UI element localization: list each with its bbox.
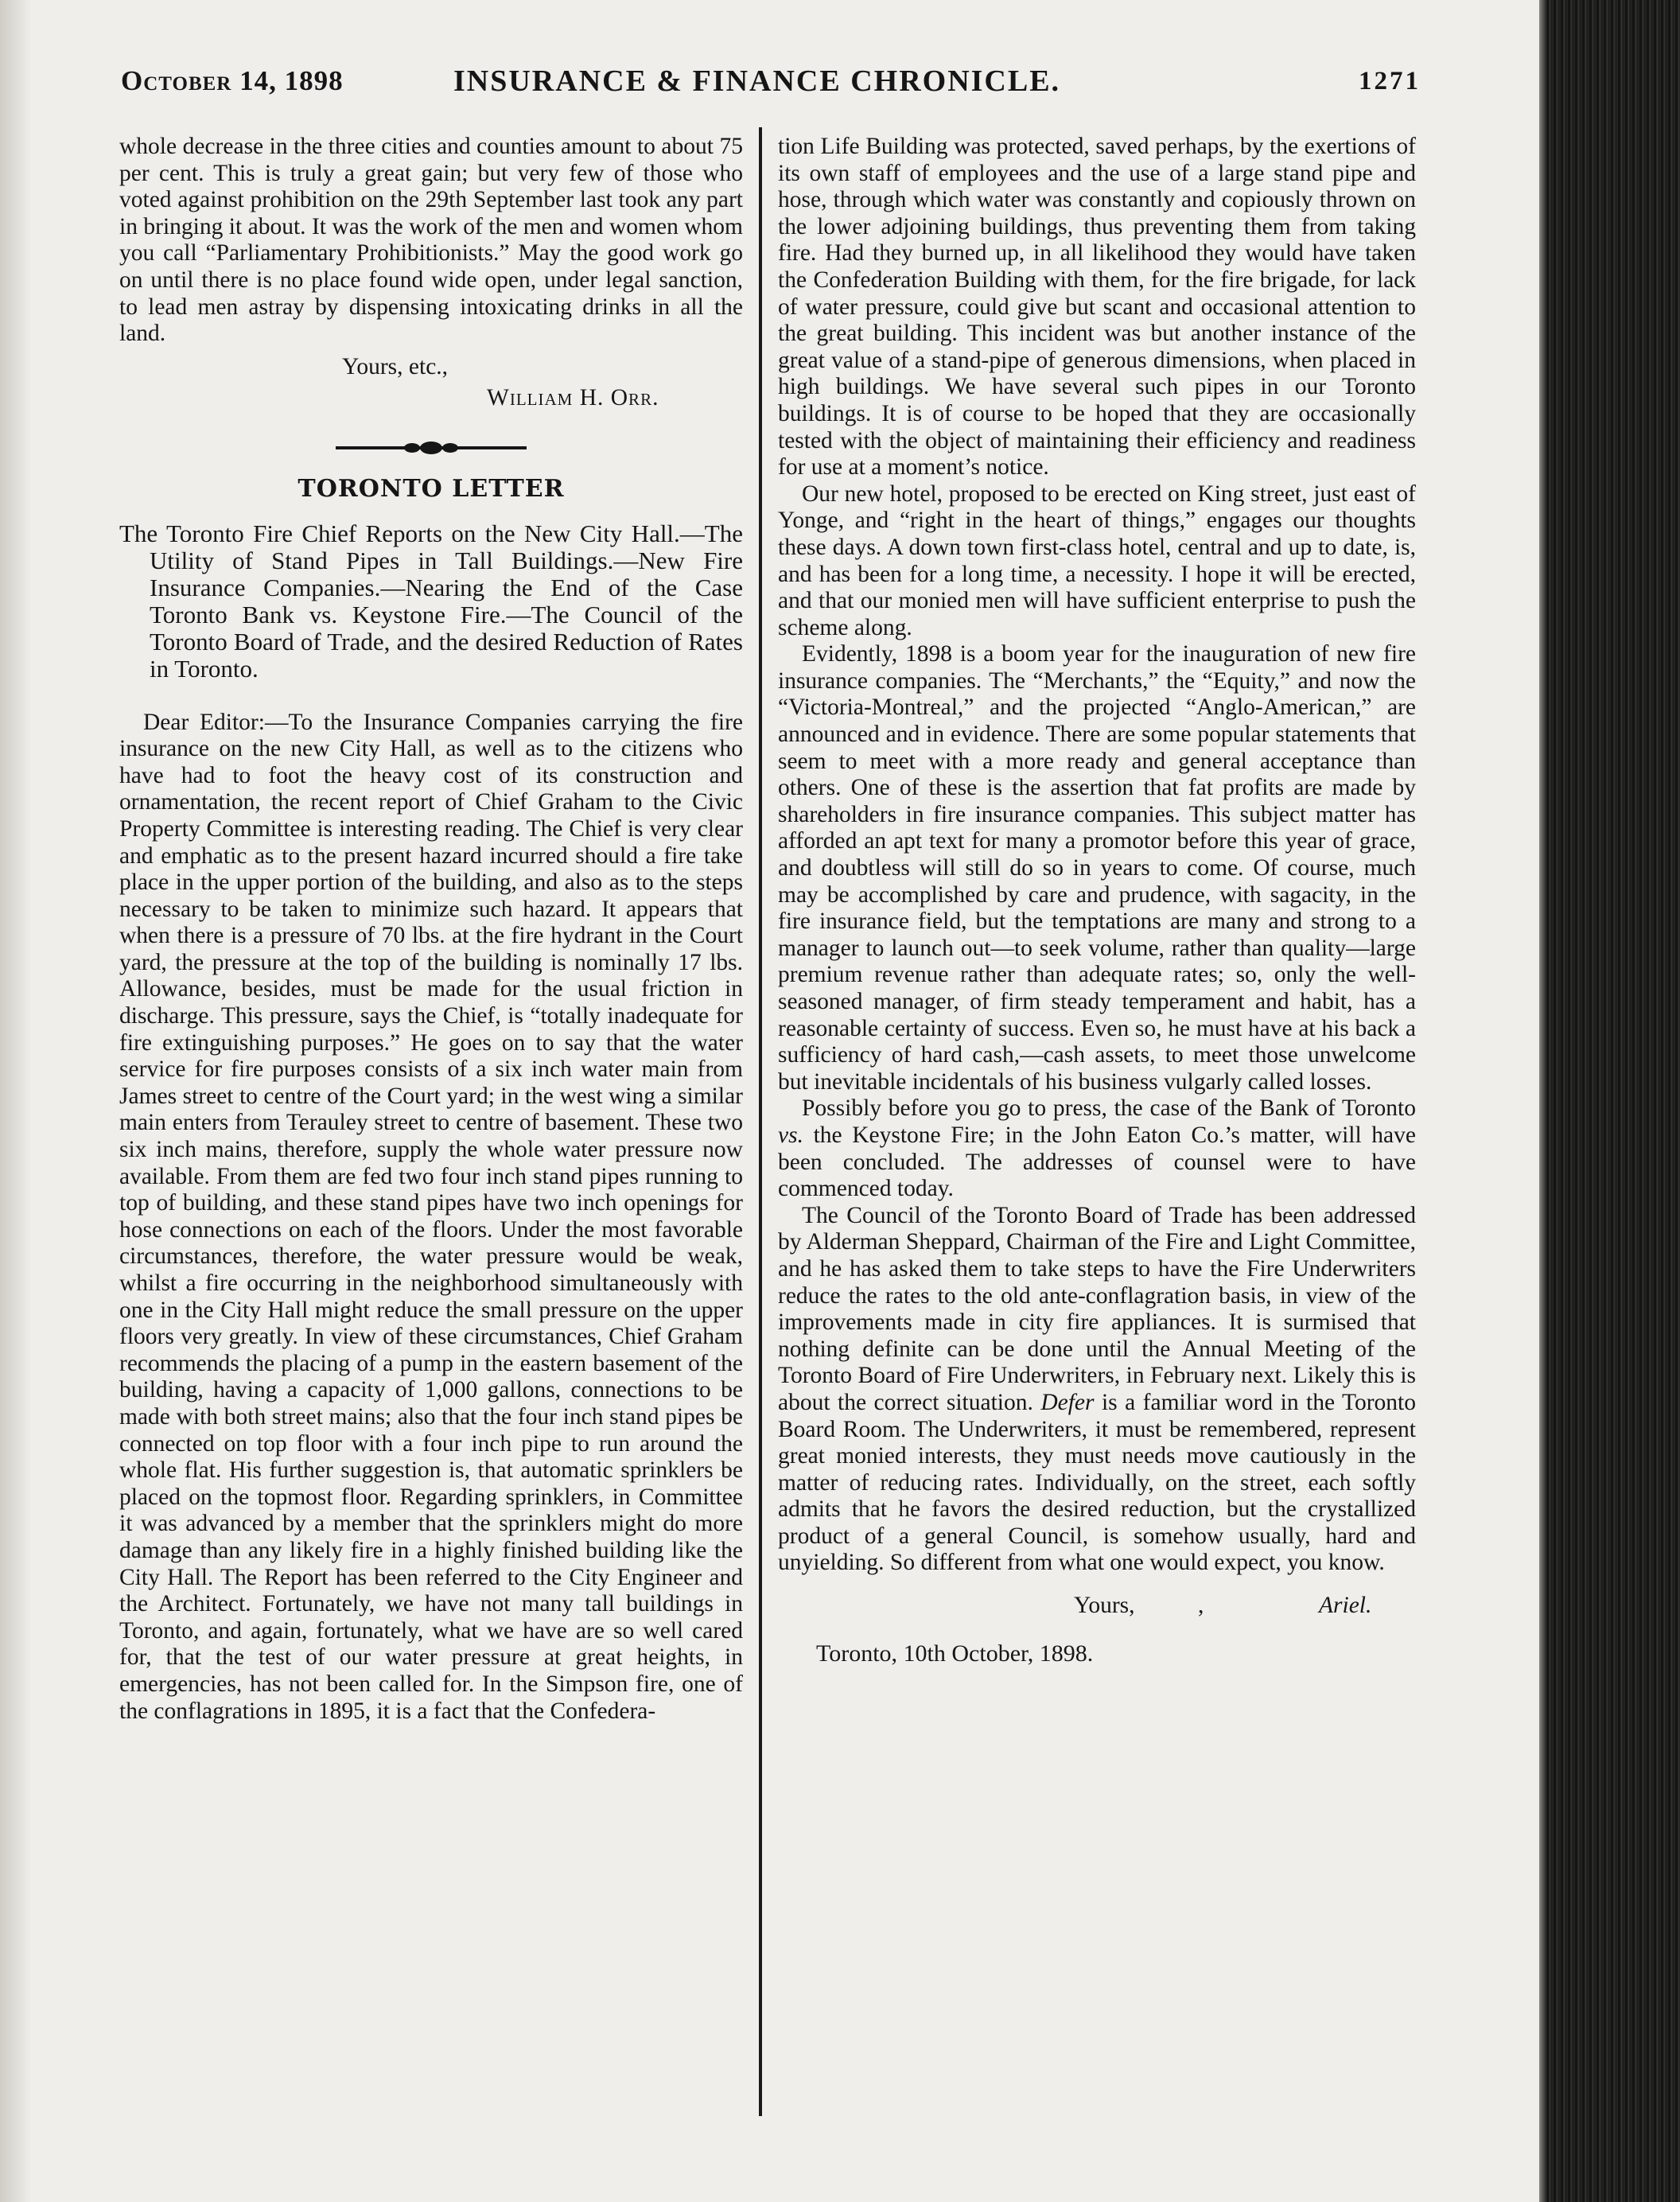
paragraph-new-companies: Evidently, 1898 is a boom year for the inauguration of new fire insurance companies. The “Merchants,” the “Equity,” and now the “Victoria-Montreal,” and the projected “Anglo-American,” are announced and in evidence. There are some popular statements that seem to meet with a more ready and general acceptance than others. One of these is the assertion that fat profits are made by shareholders in fire insurance companies. This subject matter has afforded an apt text for many a promotor before this year of grace, and doubtless will still do so in years to come. Of course, much may be accomplished by care and prudence, with sagacity, in the fire insurance field, but the temptations are many and strong to a manager to launch out—to seek volume, rather than quality—large premium revenue rather than adequate rates; so, only the well-seasoned manager, of firm steady temperament and habit, has a reasonable certainty of success. Even so, he must have at his back a sufficiency of hard cash,—cash assets, to meet those unwelcome but inevitable incidentals of his business vulgarly called losses.: [778, 641, 1416, 1095]
closing-signature: Ariel.: [1319, 1593, 1372, 1619]
page-edge-shadow: [0, 0, 32, 2202]
closing-line: [778, 1593, 1416, 1624]
signoff-yours: Yours, etc.,: [342, 353, 449, 379]
article-synopsis: The Toronto Fire Chief Reports on the New City Hall.—The Utility of Stand Pipes in Tall Buildings.—New Fire Insurance Companies.—Nearing the End of the Case Toronto Bank vs. Keystone Fire.—The Council of the Toronto Board of Trade, and the desired Reduction of Rates in Toronto.: [119, 519, 743, 683]
versus-italic: vs.: [778, 1122, 803, 1148]
text-run: Possibly before you go to press, the case of the Bank of Toronto: [802, 1095, 1416, 1122]
section-divider-ornament: [119, 438, 743, 457]
text-run: is a familiar word in the Toronto Board Room. The Underwriters, it must be remembered, represent great monied interests, they must needs move cautiously in the matter of reducing rates. Individually, on the street, each softly admits that he favors the desired reduction, but the crystallized product of a general Council, is somehow usually, hard and unyielding. So different from what one would expect, you know.: [778, 1389, 1416, 1576]
header-title: INSURANCE & FINANCE CHRONICLE.: [453, 64, 1061, 98]
right-column: [778, 134, 1416, 1667]
left-column: [119, 134, 743, 1725]
closing-yours: Yours,: [1074, 1593, 1135, 1619]
letter-paragraph: Dear Editor:—To the Insurance Companies carrying the fire insurance on the new City Hall, as well as to the citizens who have had to foot the heavy cost of its construction and ornamentation, the recent report of Chief Graham to the Civic Property Committee is interesting reading. The Chief is very clear and emphatic as to the present hazard incurred should a fire take place in the upper portion of the building, and also as to the steps necessary to be taken to minimize such hazard. It appears that when there is a pressure of 70 lbs. at the fire hydrant in the Court yard, the pressure at the top of the building is nominally 17 lbs. Allowance, besides, must be made for the usual friction in discharge. This pressure, says the Chief, is “totally inadequate for fire extinguishing purposes.” He goes on to say that the water service for fire purposes consists of a six inch water main from James street to centre of the Court yard; in the west wing a similar main enters from Terauley street to centre of basement. These two six inch mains, therefore, supply the whole water pressure now available. From them are fed two four inch stand pipes running to top of building, and these stand pipes have two inch openings for hose connections on each of the floors. Under the most favorable circumstances, therefore, the water pressure would be weak, whilst a fire occurring in the neighborhood simultaneously with one in the City Hall might reduce the small pressure on the upper floors very greatly. In view of these circumstances, Chief Graham recommends the placing of a pump in the eastern basement of the building, having a capacity of 1,000 gallons, connections to be made with both street mains; also that the four inch stand pipes be connected on top floor with a four inch pipe to run around the whole flat. His further suggestion is, that automatic sprinklers be placed on the topmost floor. Regarding sprinklers, in Committee it was advanced by a member that the sprinklers might do more damage than any likely fire in a highly finished building like the City Hall. The Report has been referred to the City Engineer and the Architect. Fortunately, we have not many tall buildings in Toronto, and again, fortunately, what we have are so well cared for, that the test of our water pressure at great heights, in emergencies, has not been called for. In the Simpson fire, one of the conflagrations in 1895, it is a fact that the Confedera-: [119, 709, 743, 1724]
text-run: the Keystone Fire; in the John Eaton Co.’s matter, will have been concluded. The addresses of counsel were to have commenced today.: [778, 1122, 1416, 1202]
closing-comma: ,: [1198, 1593, 1204, 1619]
text-run: The Council of the Toronto Board of Trade has been addressed by Alderman Sheppard, Chairman of the Fire and Light Committee, and he has asked them to take steps to have the Fire Underwriters reduce the rates to the old ante-conflagration basis, in view of the improvements made in city fire appliances. It is surmised that nothing definite can be done until the Annual Meeting of the Toronto Board of Fire Underwriters, in February next. Likely this is about the correct situation.: [778, 1202, 1416, 1415]
defer-italic: Defer: [1040, 1389, 1095, 1415]
page-number: 1271: [1359, 67, 1421, 95]
paragraph-keystone-case: [778, 1095, 1416, 1202]
header-date: October 14, 1898: [121, 65, 344, 96]
paragraph-stand-pipes: tion Life Building was protected, saved perhaps, by the exertions of its own staff of employees and the use of a large stand pipe and hose, through which water was constantly and copiously thrown on the lower adjoining buildings, thus preventing them from taking fire. Had they burned up, in all likelihood they would have taken the Confederation Building with them, for the fire brigade, for lack of water pressure, could give but scant and occasional attention to the great building. This incident was but another instance of the great value of a stand-pipe of generous dimensions, when placed in high buildings. We have several such pipes in our Toronto buildings. It is of course to be hoped that they are occasionally tested with the object of maintaining their efficiency and readiness for use at a moment’s notice.: [778, 134, 1416, 480]
closing-place-date: Toronto, 10th October, 1898.: [816, 1640, 1094, 1667]
paragraph-new-hotel: Our new hotel, proposed to be erected on King street, just east of Yonge, and “right in the heart of things,” engages our thoughts these days. A down town first-class hotel, central and up to date, is, and has been for a long time, a necessity. I hope it will be erected, and that our monied men will have sufficient enterprise to push the scheme along.: [778, 480, 1416, 640]
book-binding: [1539, 0, 1680, 2202]
signoff-name: William H. Orr.: [487, 385, 659, 411]
running-head: [0, 57, 1539, 105]
paragraph-board-of-trade: [778, 1203, 1416, 1577]
opening-paragraph: whole decrease in the three cities and counties amount to about 75 per cent. This is truly a great gain; but very few of those who voted against prohibition on the 29th September last took any part in bringing it about. It was the work of the men and women whom you call “Parliamentary Prohibitionists.” May the good work go on until there is no place found wide open, under legal sanction, to lead men astray by dispensing intoxicating drinks in all the land.: [119, 134, 743, 347]
column-rule: [759, 127, 762, 2116]
section-title: TORONTO LETTER: [298, 474, 565, 503]
binding-edge: [1539, 0, 1547, 2202]
